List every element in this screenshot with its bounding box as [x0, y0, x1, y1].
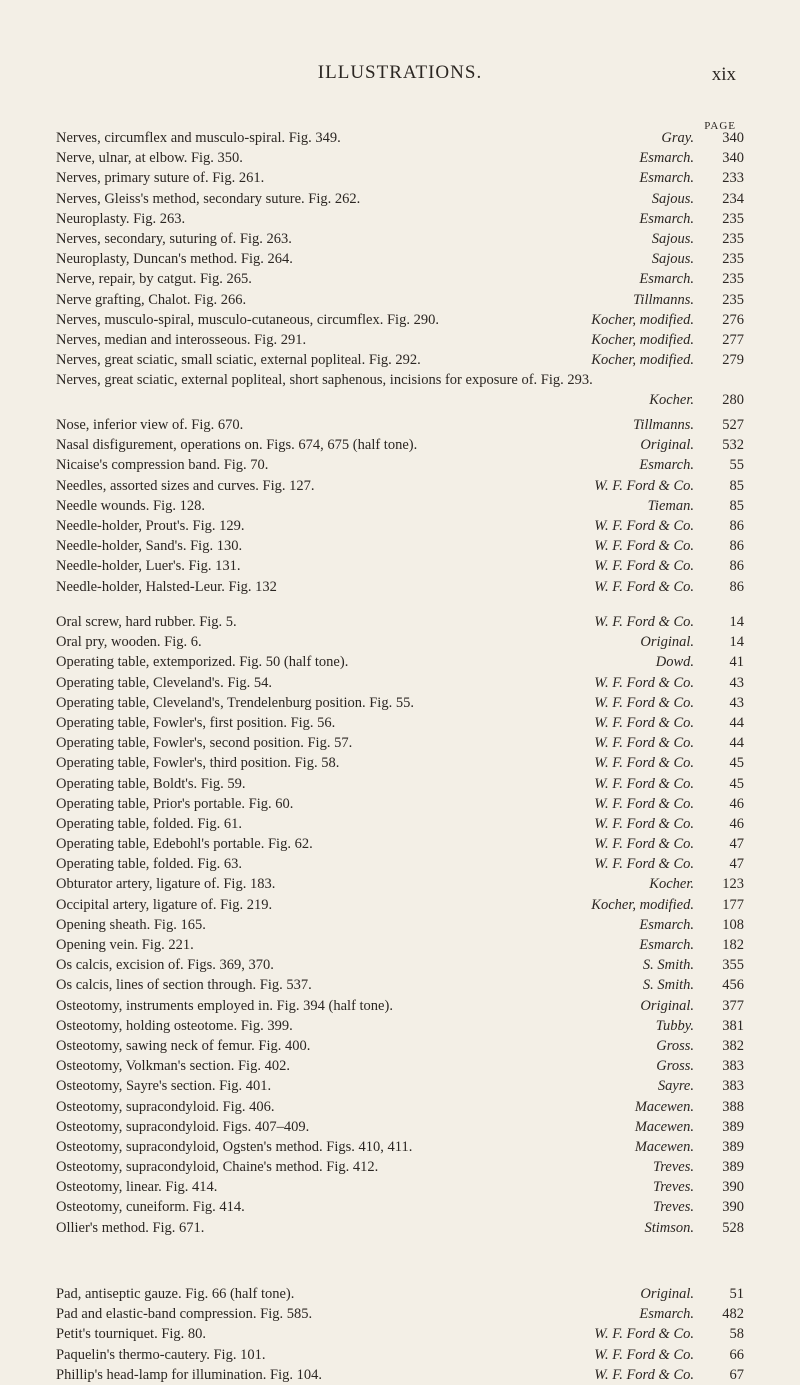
entry-page-number: 66: [729, 1346, 744, 1363]
entry-description: Phillip's head-lamp for illumination. Fig. 104.: [56, 1366, 323, 1383]
index-entry: [56, 148, 744, 168]
index-entry: [56, 753, 744, 773]
entry-source: Gross.: [656, 1058, 694, 1075]
entry-page-number: 389: [722, 1159, 744, 1176]
entry-page-number: 43: [729, 674, 744, 691]
index-section-n-cont: [56, 415, 744, 597]
entry-source: Tieman.: [647, 497, 694, 514]
entry-page-number: 55: [729, 457, 744, 474]
entry-description: Operating table, Edebohl's portable. Fig. 62.: [56, 836, 313, 853]
entry-page-number: 340: [722, 150, 744, 167]
entry-description: Operating table, folded. Fig. 63.: [56, 856, 243, 873]
index-entry: [56, 975, 744, 995]
entry-source: Macewen.: [634, 1118, 694, 1135]
entry-source: W. F. Ford & Co.: [594, 578, 694, 595]
entry-source: Tillmanns.: [633, 417, 694, 433]
entry-page-number: 45: [729, 755, 744, 772]
index-entry: [56, 935, 744, 955]
index-entry: [56, 814, 744, 834]
entry-page-number: 44: [729, 735, 744, 752]
index-entry: [56, 895, 744, 915]
entry-source: Kocher, modified.: [591, 331, 694, 348]
index-entry: [56, 229, 744, 249]
entry-page-number: 233: [722, 170, 744, 187]
entry-page-number: 14: [729, 614, 744, 630]
entry-description: Operating table, Fowler's, first position. Fig. 56.: [56, 714, 336, 731]
entry-description: Petit's tourniquet. Fig. 80.: [56, 1326, 207, 1343]
entry-source: Sayre.: [657, 1078, 694, 1095]
index-entry: [56, 370, 744, 390]
entry-description: Osteotomy, supracondyloid. Figs. 407–409.: [56, 1118, 310, 1135]
index-entry: [56, 955, 744, 975]
entry-page-number: 382: [722, 1037, 744, 1054]
page-column-heading: PAGE: [704, 120, 736, 132]
entry-source: Original.: [640, 437, 694, 454]
entry-source: W. F. Ford & Co.: [594, 538, 694, 555]
entry-description: Osteotomy, linear. Fig. 414.: [56, 1179, 218, 1196]
index-section-o: [56, 612, 744, 1238]
entry-source: Treves.: [653, 1159, 694, 1176]
entry-page-number: 234: [722, 190, 744, 207]
index-entry: [56, 632, 744, 652]
index-entry: [56, 1097, 744, 1117]
entry-description: Obturator artery, ligature of. Fig. 183.: [56, 876, 276, 893]
entry-description: Nerves, Gleiss's method, secondary suture. Fig. 262.: [56, 190, 361, 207]
entry-page-number: 123: [722, 876, 744, 893]
entry-description: Oral pry, wooden. Fig. 6.: [56, 634, 202, 651]
entry-source: Esmarch.: [639, 150, 694, 167]
index-entry: [56, 209, 744, 229]
entry-source: W. F. Ford & Co.: [594, 477, 694, 494]
index-entry: [56, 435, 744, 455]
index-entry: [56, 1076, 744, 1096]
entry-description: Neuroplasty, Duncan's method. Fig. 264.: [56, 251, 293, 268]
entry-source: Esmarch.: [639, 170, 694, 187]
entry-source: W. F. Ford & Co.: [594, 694, 694, 711]
entry-page-number: 532: [722, 437, 744, 454]
entry-source: W. F. Ford & Co.: [594, 815, 694, 832]
entry-source: Original.: [640, 997, 694, 1014]
entry-description: Operating table, Cleveland's. Fig. 54.: [56, 674, 273, 691]
entry-description: Needles, assorted sizes and curves. Fig. 127.: [56, 477, 315, 494]
entry-description: Nerves, circumflex and musculo-spiral. Fig. 349.: [56, 130, 341, 146]
running-title: ILLUSTRATIONS.: [317, 62, 483, 83]
entry-source: Kocher, modified.: [591, 352, 694, 369]
entry-source: Sajous.: [651, 190, 694, 207]
entry-description: Needle-holder, Halsted-Leur. Fig. 132: [56, 578, 277, 595]
entry-description: Osteotomy, holding osteotome. Fig. 399.: [56, 1017, 293, 1034]
entry-source: Treves.: [653, 1179, 694, 1196]
entry-page-number: 383: [722, 1078, 744, 1095]
index-entry: [56, 577, 744, 597]
entry-page-number: 86: [729, 578, 744, 595]
entry-page-number: 46: [729, 795, 744, 812]
index-entry: [56, 1117, 744, 1137]
entry-page-number: 390: [722, 1179, 744, 1196]
entry-page-number: 85: [729, 497, 744, 514]
entry-page-number: 46: [729, 815, 744, 832]
entry-description: Nerve grafting, Chalot. Fig. 266.: [56, 291, 247, 308]
entry-source: Esmarch.: [639, 937, 694, 953]
entry-source: W. F. Ford & Co.: [594, 558, 694, 575]
entry-description: Nicaise's compression band. Fig. 70.: [56, 457, 269, 474]
entry-page-number: 85: [729, 477, 744, 494]
index-entry: [56, 733, 744, 753]
entry-description: Oral screw, hard rubber. Fig. 5.: [56, 614, 237, 630]
entry-source: Original.: [640, 1286, 694, 1302]
entry-source: Kocher.: [649, 876, 694, 893]
entry-description: Nerves, great sciatic, external popliteal, short saphenous, incisions for exposure of. Fig. 293.: [56, 372, 593, 389]
entry-source: Kocher.: [649, 392, 694, 409]
entry-page-number: 528: [722, 1219, 744, 1236]
index-entry: [56, 455, 744, 475]
page-folio: xix: [711, 64, 736, 85]
entry-page-number: 43: [729, 694, 744, 711]
entry-source: W. F. Ford & Co.: [594, 836, 694, 853]
entry-description: Operating table, Boldt's. Fig. 59.: [56, 775, 246, 792]
entry-description: Opening sheath. Fig. 165.: [56, 916, 206, 933]
index-entry: [56, 1157, 744, 1177]
entry-description: Ollier's method. Fig. 671.: [56, 1219, 205, 1236]
entry-description: Operating table, Fowler's, second position. Fig. 57.: [56, 735, 353, 752]
entry-description: Nerves, median and interosseous. Fig. 291.: [56, 331, 307, 348]
entry-description: Os calcis, excision of. Figs. 369, 370.: [56, 957, 274, 974]
entry-page-number: 86: [729, 517, 744, 534]
index-entry: [56, 996, 744, 1016]
entry-source: W. F. Ford & Co.: [594, 614, 694, 630]
entry-page-number: 456: [722, 977, 744, 994]
index-entry: [56, 693, 744, 713]
entry-description: Operating table, extemporized. Fig. 50 (half tone).: [56, 654, 349, 671]
entry-source: Dowd.: [655, 654, 694, 671]
entry-description: Osteotomy, cuneiform. Fig. 414.: [56, 1199, 245, 1216]
entry-description: Nerves, secondary, suturing of. Fig. 263.: [56, 230, 292, 247]
entry-description: Nerve, ulnar, at elbow. Fig. 350.: [56, 150, 243, 167]
index-entry: [56, 516, 744, 536]
index-entry: [56, 350, 744, 370]
index-entry: [56, 536, 744, 556]
entry-description: Osteotomy, supracondyloid, Chaine's method. Fig. 412.: [56, 1159, 379, 1176]
index-entry: [56, 713, 744, 733]
entry-page-number: 51: [729, 1286, 744, 1302]
entry-description: Nerves, musculo-spiral, musculo-cutaneous, circumflex. Fig. 290.: [56, 311, 439, 328]
entry-page-number: 390: [722, 1199, 744, 1216]
entry-description: Nerves, great sciatic, small sciatic, external popliteal. Fig. 292.: [56, 352, 421, 369]
index-entry: [56, 1137, 744, 1157]
entry-description: Pad and elastic-band compression. Fig. 585.: [56, 1306, 313, 1323]
entry-page-number: 280: [722, 392, 744, 409]
entry-source: Esmarch.: [639, 271, 694, 288]
entry-page-number: 86: [729, 538, 744, 555]
entry-description: Osteotomy, sawing neck of femur. Fig. 400.: [56, 1037, 311, 1054]
entry-description: Paquelin's thermo-cautery. Fig. 101.: [56, 1346, 266, 1363]
index-entry: [56, 390, 744, 410]
entry-description: Operating table, Cleveland's, Trendelenburg position. Fig. 55.: [56, 694, 414, 711]
entry-page-number: 47: [729, 836, 744, 853]
index-entry: [56, 290, 744, 310]
entry-description: Neuroplasty. Fig. 263.: [56, 210, 186, 227]
entry-description: Needle-holder, Luer's. Fig. 131.: [56, 558, 241, 575]
entry-description: Os calcis, lines of section through. Fig. 537.: [56, 977, 312, 994]
index-entry: [56, 128, 744, 148]
entry-page-number: 182: [722, 937, 744, 953]
entry-description: Osteotomy, supracondyloid, Ogsten's method. Figs. 410, 411.: [56, 1138, 413, 1155]
index-entry: [56, 415, 744, 435]
entry-page-number: 235: [722, 271, 744, 288]
entry-description: Nose, inferior view of. Fig. 670.: [56, 417, 244, 433]
entry-page-number: 177: [722, 896, 744, 913]
index-entry: [56, 834, 744, 854]
index-entry: [56, 874, 744, 894]
entry-source: W. F. Ford & Co.: [594, 1326, 694, 1343]
entry-description: Osteotomy, Volkman's section. Fig. 402.: [56, 1058, 290, 1075]
index-entry: [56, 1016, 744, 1036]
entry-description: Opening vein. Fig. 221.: [56, 937, 194, 953]
entry-description: Needle wounds. Fig. 128.: [56, 497, 206, 514]
entry-description: Osteotomy, Sayre's section. Fig. 401.: [56, 1078, 272, 1095]
entry-source: Tubby.: [655, 1017, 694, 1034]
entry-description: Nerve, repair, by catgut. Fig. 265.: [56, 271, 252, 288]
index-entry: [56, 1056, 744, 1076]
entry-page-number: 388: [722, 1098, 744, 1115]
index-section-n: [56, 128, 744, 411]
entry-page-number: 47: [729, 856, 744, 873]
entry-page-number: 355: [722, 957, 744, 974]
entry-source: Kocher, modified.: [591, 311, 694, 328]
index-entry: [56, 652, 744, 672]
index-entry: [56, 854, 744, 874]
entry-page-number: 377: [722, 997, 744, 1014]
entry-page-number: 45: [729, 775, 744, 792]
entry-description: Needle-holder, Prout's. Fig. 129.: [56, 517, 245, 534]
entry-description: Operating table, Fowler's, third position. Fig. 58.: [56, 755, 340, 772]
index-entry: [56, 1284, 744, 1304]
entry-source: Stimson.: [644, 1219, 694, 1236]
entry-source: Macewen.: [634, 1138, 694, 1155]
index-entry: [56, 330, 744, 350]
index-entry: [56, 1177, 744, 1197]
entry-source: W. F. Ford & Co.: [594, 856, 694, 873]
entry-page-number: 108: [722, 916, 744, 933]
entry-page-number: 44: [729, 714, 744, 731]
entry-source: Original.: [640, 634, 694, 651]
entry-source: Tillmanns.: [633, 291, 694, 308]
entry-source: W. F. Ford & Co.: [594, 1366, 694, 1383]
entry-page-number: 389: [722, 1118, 744, 1135]
index-entry: [56, 774, 744, 794]
entry-page-number: 276: [722, 311, 744, 328]
index-entry: [56, 269, 744, 289]
entry-page-number: 235: [722, 210, 744, 227]
entry-source: W. F. Ford & Co.: [594, 674, 694, 691]
entry-description: Occipital artery, ligature of. Fig. 219.: [56, 896, 273, 913]
entry-description: Operating table, folded. Fig. 61.: [56, 815, 243, 832]
entry-source: S. Smith.: [642, 977, 694, 994]
entry-source: Sajous.: [651, 230, 694, 247]
entry-source: W. F. Ford & Co.: [594, 775, 694, 792]
entry-source: Gray.: [661, 130, 694, 146]
entry-source: Esmarch.: [639, 916, 694, 933]
entry-source: Sajous.: [651, 251, 694, 268]
entry-page-number: 58: [729, 1326, 744, 1343]
entry-description: Pad, antiseptic gauze. Fig. 66 (half tone).: [56, 1286, 295, 1302]
entry-page-number: 67: [729, 1366, 744, 1383]
index-entry: [56, 673, 744, 693]
index-entry: [56, 1036, 744, 1056]
entry-page-number: 235: [722, 291, 744, 308]
entry-page-number: 527: [722, 417, 744, 433]
index-entry: [56, 1345, 744, 1365]
index-entry: [56, 556, 744, 576]
entry-page-number: 41: [729, 654, 744, 671]
running-header: [0, 56, 800, 86]
entry-source: W. F. Ford & Co.: [594, 735, 694, 752]
index-entry: [56, 915, 744, 935]
entry-page-number: 482: [722, 1306, 744, 1323]
entry-source: W. F. Ford & Co.: [594, 714, 694, 731]
index-entry: [56, 310, 744, 330]
index-entry: [56, 1304, 744, 1324]
entry-page-number: 235: [722, 230, 744, 247]
entry-source: W. F. Ford & Co.: [594, 795, 694, 812]
index-section-p: [56, 1284, 744, 1385]
entry-description: Osteotomy, instruments employed in. Fig. 394 (half tone).: [56, 997, 393, 1014]
index-entry: [56, 168, 744, 188]
entry-source: Treves.: [653, 1199, 694, 1216]
entry-source: W. F. Ford & Co.: [594, 517, 694, 534]
index-entry: [56, 476, 744, 496]
entry-description: Osteotomy, supracondyloid. Fig. 406.: [56, 1098, 275, 1115]
entry-source: W. F. Ford & Co.: [594, 1346, 694, 1363]
entry-description: Needle-holder, Sand's. Fig. 130.: [56, 538, 243, 555]
entry-source: Gross.: [656, 1037, 694, 1054]
entry-page-number: 86: [729, 558, 744, 575]
entry-source: Esmarch.: [639, 1306, 694, 1323]
entry-page-number: 14: [729, 634, 744, 651]
entry-page-number: 235: [722, 251, 744, 268]
index-entry: [56, 1218, 744, 1238]
index-entry: [56, 1197, 744, 1217]
entry-description: Nasal disfigurement, operations on. Figs. 674, 675 (half tone).: [56, 437, 418, 454]
entry-page-number: 383: [722, 1058, 744, 1075]
index-entry: [56, 612, 744, 632]
entry-source: S. Smith.: [642, 957, 694, 974]
entry-page-number: 389: [722, 1138, 744, 1155]
entry-source: Esmarch.: [639, 457, 694, 474]
entry-source: W. F. Ford & Co.: [594, 755, 694, 772]
entry-description: Operating table, Prior's portable. Fig. 60.: [56, 795, 294, 812]
entry-page-number: 277: [722, 331, 744, 348]
entry-page-number: 340: [722, 130, 744, 146]
entry-source: Macewen.: [634, 1098, 694, 1115]
entry-source: Esmarch.: [639, 210, 694, 227]
entry-source: Kocher, modified.: [591, 896, 694, 913]
index-entry: [56, 189, 744, 209]
index-entry: [56, 794, 744, 814]
index-entry: [56, 249, 744, 269]
entry-page-number: 279: [722, 352, 744, 369]
index-entry: [56, 1324, 744, 1344]
entry-description: Nerves, primary suture of. Fig. 261.: [56, 170, 265, 187]
entry-page-number: 381: [722, 1017, 744, 1034]
index-entry: [56, 496, 744, 516]
